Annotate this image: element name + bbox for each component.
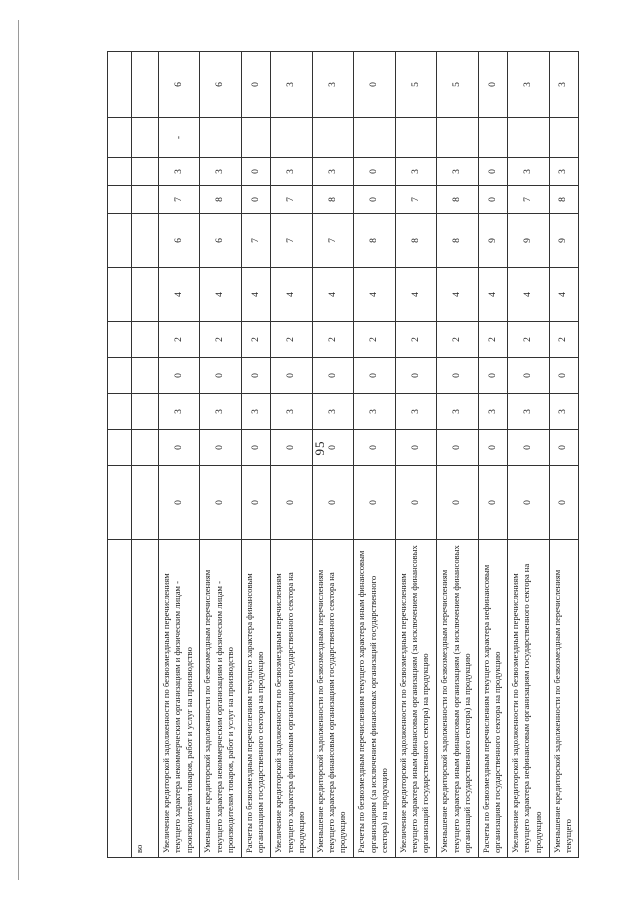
header-cell: во (132, 540, 159, 858)
row-description: Увеличение кредиторской задолженности по безвозмездным перечислениям текущего характера нефинансовым организациям государственного сектора на продукцию (508, 540, 549, 858)
code-cell: 0 (478, 186, 507, 214)
table-row (354, 52, 395, 858)
code-cell: 0 (312, 430, 353, 466)
table-row (241, 52, 270, 858)
table-cell (108, 268, 132, 322)
code-cell: 7 (271, 214, 312, 268)
code-cell: 3 (200, 394, 241, 430)
code-cell (271, 118, 312, 158)
code-cell: 3 (312, 52, 353, 118)
code-cell: 3 (395, 394, 436, 430)
table-cell (108, 158, 132, 186)
code-cell: 7 (395, 186, 436, 214)
code-cell: 7 (158, 186, 199, 214)
code-cell: 3 (437, 158, 478, 186)
code-cell (241, 118, 270, 158)
code-cell: 5 (437, 52, 478, 118)
code-cell: 0 (312, 358, 353, 394)
table-cell (132, 322, 159, 358)
code-cell: 0 (508, 358, 549, 394)
code-cell: 0 (437, 430, 478, 466)
row-description: Увеличение кредиторской задолженности по безвозмездным перечислениям текущего характера финансовым организациям государственного сектора на продукцию (271, 540, 312, 858)
code-cell: 3 (158, 158, 199, 186)
code-cell: 0 (158, 358, 199, 394)
table-cell (132, 430, 159, 466)
code-cell: 8 (395, 214, 436, 268)
table-cell (108, 540, 132, 858)
code-cell: 0 (312, 466, 353, 540)
code-cell: 2 (437, 322, 478, 358)
code-cell: 3 (271, 52, 312, 118)
code-cell: 2 (395, 322, 436, 358)
code-cell: 3 (158, 394, 199, 430)
code-cell: 0 (241, 158, 270, 186)
code-cell: 0 (549, 430, 578, 466)
table-cell (132, 158, 159, 186)
table-cell (132, 268, 159, 322)
code-cell: 4 (549, 268, 578, 322)
code-cell: 3 (508, 52, 549, 118)
code-cell: 3 (549, 394, 578, 430)
code-cell: 6 (200, 52, 241, 118)
table-cell (132, 466, 159, 540)
code-cell (478, 118, 507, 158)
code-cell: 2 (241, 322, 270, 358)
table-cell (108, 358, 132, 394)
code-cell: 0 (354, 430, 395, 466)
table-row (158, 52, 199, 858)
table-row (200, 52, 241, 858)
table-top-row (108, 52, 132, 858)
code-cell: 0 (241, 52, 270, 118)
table-row (312, 52, 353, 858)
code-cell (200, 118, 241, 158)
code-cell: 0 (395, 430, 436, 466)
code-cell: 0 (354, 52, 395, 118)
code-cell (508, 118, 549, 158)
code-cell: 4 (508, 268, 549, 322)
table-cell (108, 394, 132, 430)
code-cell: - (158, 118, 199, 158)
table-row (508, 52, 549, 858)
code-cell: 0 (271, 430, 312, 466)
code-cell: 0 (437, 358, 478, 394)
code-cell: 9 (549, 214, 578, 268)
row-description: Уменьшение кредиторской задолженности по безвозмездным перечислениям текущего характера некоммерческим организациям и физическим лицам - производителям товаров, работ и услуг на производство (200, 540, 241, 858)
code-cell: 8 (437, 186, 478, 214)
code-cell: 0 (549, 466, 578, 540)
table-cell (132, 214, 159, 268)
row-description: Увеличение кредиторской задолженности по безвозмездным перечислениям текущего характера иным финансовым организациям (за исключением финансовых организаций государственного сектора) на продукцию (395, 540, 436, 858)
code-cell: 4 (271, 268, 312, 322)
code-cell: 4 (478, 268, 507, 322)
code-cell: 0 (200, 358, 241, 394)
code-cell: 4 (395, 268, 436, 322)
table-body (158, 52, 578, 858)
code-cell: 4 (437, 268, 478, 322)
code-cell: 0 (200, 466, 241, 540)
code-cell: 3 (395, 158, 436, 186)
code-cell: 2 (271, 322, 312, 358)
code-cell: 2 (312, 322, 353, 358)
row-description: Уменьшение кредиторской задолженности по безвозмездным перечислениям текущего характера финансовым организациям государственного сектора на продукцию (312, 540, 353, 858)
code-cell: 4 (354, 268, 395, 322)
accounts-table (107, 51, 579, 858)
code-cell: 6 (158, 52, 199, 118)
code-cell: 8 (549, 186, 578, 214)
code-cell: 0 (549, 358, 578, 394)
code-cell (354, 118, 395, 158)
code-cell: 0 (158, 430, 199, 466)
table-row (549, 52, 578, 858)
table-row (478, 52, 507, 858)
code-cell: 0 (354, 158, 395, 186)
row-description: Увеличение кредиторской задолженности по безвозмездным перечислениям текущего характера некоммерческим организациям и физическим лицам - производителям товаров, работ и услуг на производство (158, 540, 199, 858)
code-cell: 7 (271, 186, 312, 214)
code-cell: 3 (200, 158, 241, 186)
table-row (395, 52, 436, 858)
code-cell: 7 (508, 186, 549, 214)
code-cell (437, 118, 478, 158)
code-cell: 3 (271, 394, 312, 430)
code-cell: 0 (478, 52, 507, 118)
code-cell: 3 (312, 158, 353, 186)
code-cell: 0 (478, 358, 507, 394)
code-cell: 0 (508, 430, 549, 466)
code-cell: 8 (354, 214, 395, 268)
row-description: Уменьшение кредиторской задолженности по безвозмездным перечислениям текущего характера иным финансовым организациям (за исключением финансовых организаций государственного сектора) на продукцию (437, 540, 478, 858)
code-cell: 3 (271, 158, 312, 186)
code-cell: 5 (395, 52, 436, 118)
code-cell: 8 (437, 214, 478, 268)
table-cell (108, 118, 132, 158)
table-row (437, 52, 478, 858)
table-row (271, 52, 312, 858)
code-cell: 4 (158, 268, 199, 322)
code-cell: 4 (200, 268, 241, 322)
code-cell: 2 (200, 322, 241, 358)
code-cell: 9 (478, 214, 507, 268)
table-cell (108, 186, 132, 214)
code-cell: 0 (271, 358, 312, 394)
table-cell (132, 358, 159, 394)
row-description: Расчеты по безвозмездным перечислениям текущего характера иным финансовым организациям (за исключением финансовых организаций государственного сектора) на продукцию (354, 540, 395, 858)
code-cell: 3 (549, 158, 578, 186)
code-cell: 0 (395, 358, 436, 394)
code-cell: 2 (354, 322, 395, 358)
code-cell: 6 (158, 214, 199, 268)
code-cell: 7 (241, 214, 270, 268)
code-cell: 2 (549, 322, 578, 358)
code-cell: 3 (312, 394, 353, 430)
table-header-row (132, 52, 159, 858)
code-cell: 0 (478, 430, 507, 466)
code-cell: 0 (354, 358, 395, 394)
table-cell (132, 118, 159, 158)
code-cell: 0 (200, 430, 241, 466)
code-cell: 0 (241, 358, 270, 394)
code-cell: 4 (312, 268, 353, 322)
code-cell: 3 (241, 394, 270, 430)
code-cell: 0 (354, 186, 395, 214)
table-cell (108, 466, 132, 540)
code-cell: 8 (312, 186, 353, 214)
code-cell: 0 (478, 158, 507, 186)
code-cell: 0 (241, 186, 270, 214)
code-cell: 4 (241, 268, 270, 322)
code-cell: 3 (354, 394, 395, 430)
code-cell: 2 (478, 322, 507, 358)
code-cell: 2 (508, 322, 549, 358)
code-cell: 7 (312, 214, 353, 268)
table-cell (108, 214, 132, 268)
table-cell (132, 52, 159, 118)
table-cell (108, 430, 132, 466)
row-description: Уменьшение кредиторской задолженности по безвозмездным перечислениям текущего (549, 540, 578, 858)
table-cell (108, 322, 132, 358)
code-cell: 9 (508, 214, 549, 268)
code-cell: 3 (508, 158, 549, 186)
code-cell: 3 (478, 394, 507, 430)
code-cell (549, 118, 578, 158)
code-cell: 2 (158, 322, 199, 358)
code-cell: 0 (158, 466, 199, 540)
code-cell: 0 (395, 466, 436, 540)
code-cell (312, 118, 353, 158)
table-cell (132, 186, 159, 214)
code-cell: 8 (200, 186, 241, 214)
table-cell (108, 52, 132, 118)
code-cell: 3 (549, 52, 578, 118)
code-cell: 0 (354, 466, 395, 540)
rotated-table-container (107, 52, 579, 858)
code-cell: 0 (478, 466, 507, 540)
code-cell: 3 (508, 394, 549, 430)
table-cell (132, 394, 159, 430)
code-cell: 0 (241, 430, 270, 466)
code-cell: 3 (437, 394, 478, 430)
code-cell (395, 118, 436, 158)
code-cell: 0 (437, 466, 478, 540)
row-description: Расчеты по безвозмездным перечислениям текущего характера финансовым организациям государственного сектора на продукцию (241, 540, 270, 858)
code-cell: 6 (200, 214, 241, 268)
row-description: Расчеты по безвозмездным перечислениям текущего характера нефинансовым организациям государственного сектора на продукцию (478, 540, 507, 858)
code-cell: 0 (271, 466, 312, 540)
left-margin-rule (18, 20, 19, 880)
code-cell: 0 (508, 466, 549, 540)
page-number: 95 (312, 440, 327, 456)
code-cell: 0 (241, 466, 270, 540)
